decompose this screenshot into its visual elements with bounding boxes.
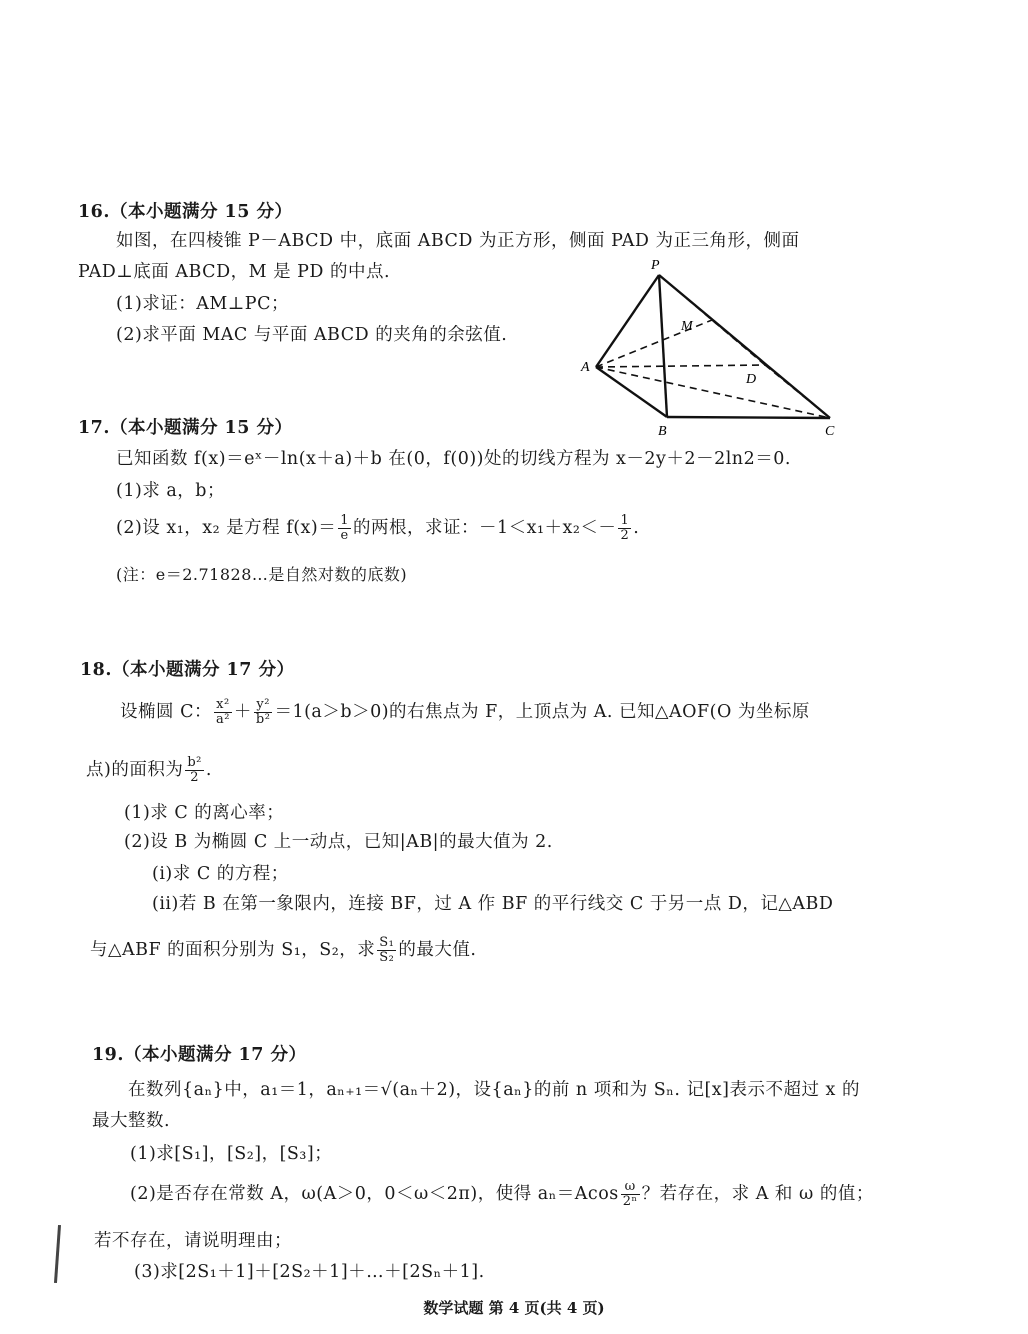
edge-ad — [596, 365, 765, 367]
label-p: P — [651, 258, 660, 273]
q18-frac1-num: x² — [214, 698, 232, 713]
q17-part2-text-c: . — [633, 518, 640, 538]
q17-text-line1: 已知函数 f(x)＝eˣ－ln(x＋a)＋b 在(0，f(0))处的切线方程为 x－2y＋2－2ln2＝0. — [116, 449, 791, 469]
q17-frac2-num: 1 — [620, 513, 630, 528]
q17-frac2-den: 2 — [620, 528, 630, 543]
q18-frac1-den: a² — [215, 712, 230, 727]
q18-line7-text-a: 与△ABF 的面积分别为 S₁，S₂，求 — [90, 940, 376, 960]
q17-frac1-num: 1 — [340, 513, 350, 528]
q18-part2-i: (i)求 C 的方程； — [152, 864, 289, 884]
q18-text-line1 — [120, 698, 810, 727]
q16-text-line1: 如图，在四棱锥 P－ABCD 中，底面 ABCD 为正方形，侧面 PAD 为正三角形，侧面 — [116, 231, 800, 251]
q18-frac4-den: S₂ — [379, 950, 395, 965]
q16-part2: (2)求平面 MAC 与平面 ABCD 的夹角的余弦值. — [116, 325, 508, 345]
q17-heading: 17.（本小题满分 15 分） — [78, 418, 293, 438]
q19-part3: (3)求[2S₁＋1]＋[2S₂＋1]＋…＋[2Sₙ＋1]. — [134, 1262, 485, 1282]
edge-mc — [712, 320, 830, 418]
q18-frac-s1-s2 — [377, 936, 396, 965]
q18-frac-b2-2 — [185, 756, 204, 785]
q19-part2 — [130, 1180, 874, 1209]
q19-part2-text-a: (2)是否存在常数 A，ω(A＞0，0＜ω＜2π)，使得 aₙ＝Acos — [130, 1184, 619, 1204]
label-a: A — [581, 360, 590, 375]
q18-line2-text-a: 点)的面积为 — [86, 760, 184, 780]
q18-part1: (1)求 C 的离心率； — [124, 803, 285, 823]
q19-frac-den: 2ⁿ — [622, 1194, 638, 1209]
q17-part2 — [116, 514, 639, 543]
q17-note: (注：e＝2.71828…是自然对数的底数) — [116, 565, 408, 584]
q18-frac-x2-a2 — [214, 698, 232, 727]
q16-part1: (1)求证：AM⊥PC； — [116, 294, 289, 314]
q17-frac-1-over-e — [338, 514, 351, 543]
q17-part2-text-a: (2)设 x₁，x₂ 是方程 f(x)＝ — [116, 518, 337, 538]
q19-heading: 19.（本小题满分 17 分） — [92, 1045, 307, 1065]
q18-frac-y2-b2 — [254, 698, 273, 727]
q19-part2-text-b: ？若存在，求 A 和 ω 的值； — [641, 1184, 874, 1204]
q18-frac4-num: S₁ — [379, 935, 395, 950]
q18-frac2-den: b² — [255, 712, 271, 727]
q18-line2-text-b: . — [205, 760, 212, 780]
q18-line7-text-b: 的最大值. — [398, 940, 477, 960]
edge-pb — [659, 275, 667, 417]
q18-plus: ＋ — [233, 702, 252, 722]
q19-frac-num: ω — [621, 1180, 640, 1195]
q18-text-line2 — [86, 756, 212, 785]
q17-frac-1-over-2 — [618, 514, 631, 543]
q16-text-line2: PAD⊥底面 ABCD，M 是 PD 的中点. — [78, 262, 391, 282]
edge-bc — [667, 417, 830, 418]
q18-part2-ii: (ii)若 B 在第一象限内，连接 BF，过 A 作 BF 的平行线交 C 于另一点 D，记△ABD — [152, 894, 834, 914]
q18-frac3-num: b² — [187, 755, 202, 770]
q16-heading: 16.（本小题满分 15 分） — [78, 202, 293, 222]
q18-line1-text-a: 设椭圆 C： — [120, 702, 212, 722]
pyramid-figure — [575, 255, 845, 440]
label-b: B — [658, 424, 667, 439]
q18-heading: 18.（本小题满分 17 分） — [80, 660, 295, 680]
q17-part2-text-b: 的两根，求证：－1＜x₁＋x₂＜－ — [353, 518, 617, 538]
q17-frac1-den: e — [340, 528, 349, 543]
label-c: C — [825, 424, 835, 439]
q19-part2-cont: 若不存在，请说明理由； — [94, 1231, 292, 1251]
margin-pen-mark — [54, 1225, 61, 1283]
q18-frac3-den: 2 — [190, 770, 199, 785]
edge-pa — [596, 275, 659, 367]
page-footer: 数学试题 第 4 页(共 4 页) — [423, 1299, 605, 1317]
q19-frac-omega-2n — [621, 1180, 640, 1209]
q18-text-line7 — [90, 936, 476, 965]
q17-part1: (1)求 a，b； — [116, 481, 225, 501]
q19-text-line1: 在数列{aₙ}中，a₁＝1，aₙ₊₁＝√(aₙ＋2)，设{aₙ}的前 n 项和为 Sₙ. 记[x]表示不超过 x 的 — [128, 1080, 860, 1100]
q19-text-line2: 最大整数. — [92, 1111, 171, 1131]
q18-part2: (2)设 B 为椭圆 C 上一动点，已知|AB|的最大值为 2. — [124, 832, 553, 852]
label-d: D — [746, 372, 757, 387]
q18-line1-text-b: ＝1(a＞b＞0)的右焦点为 F，上顶点为 A. 已知△AOF(O 为坐标原 — [274, 702, 810, 722]
q18-frac2-num: y² — [254, 698, 273, 713]
label-m: M — [681, 319, 693, 334]
q19-part1: (1)求[S₁]，[S₂]，[S₃]； — [130, 1144, 333, 1164]
